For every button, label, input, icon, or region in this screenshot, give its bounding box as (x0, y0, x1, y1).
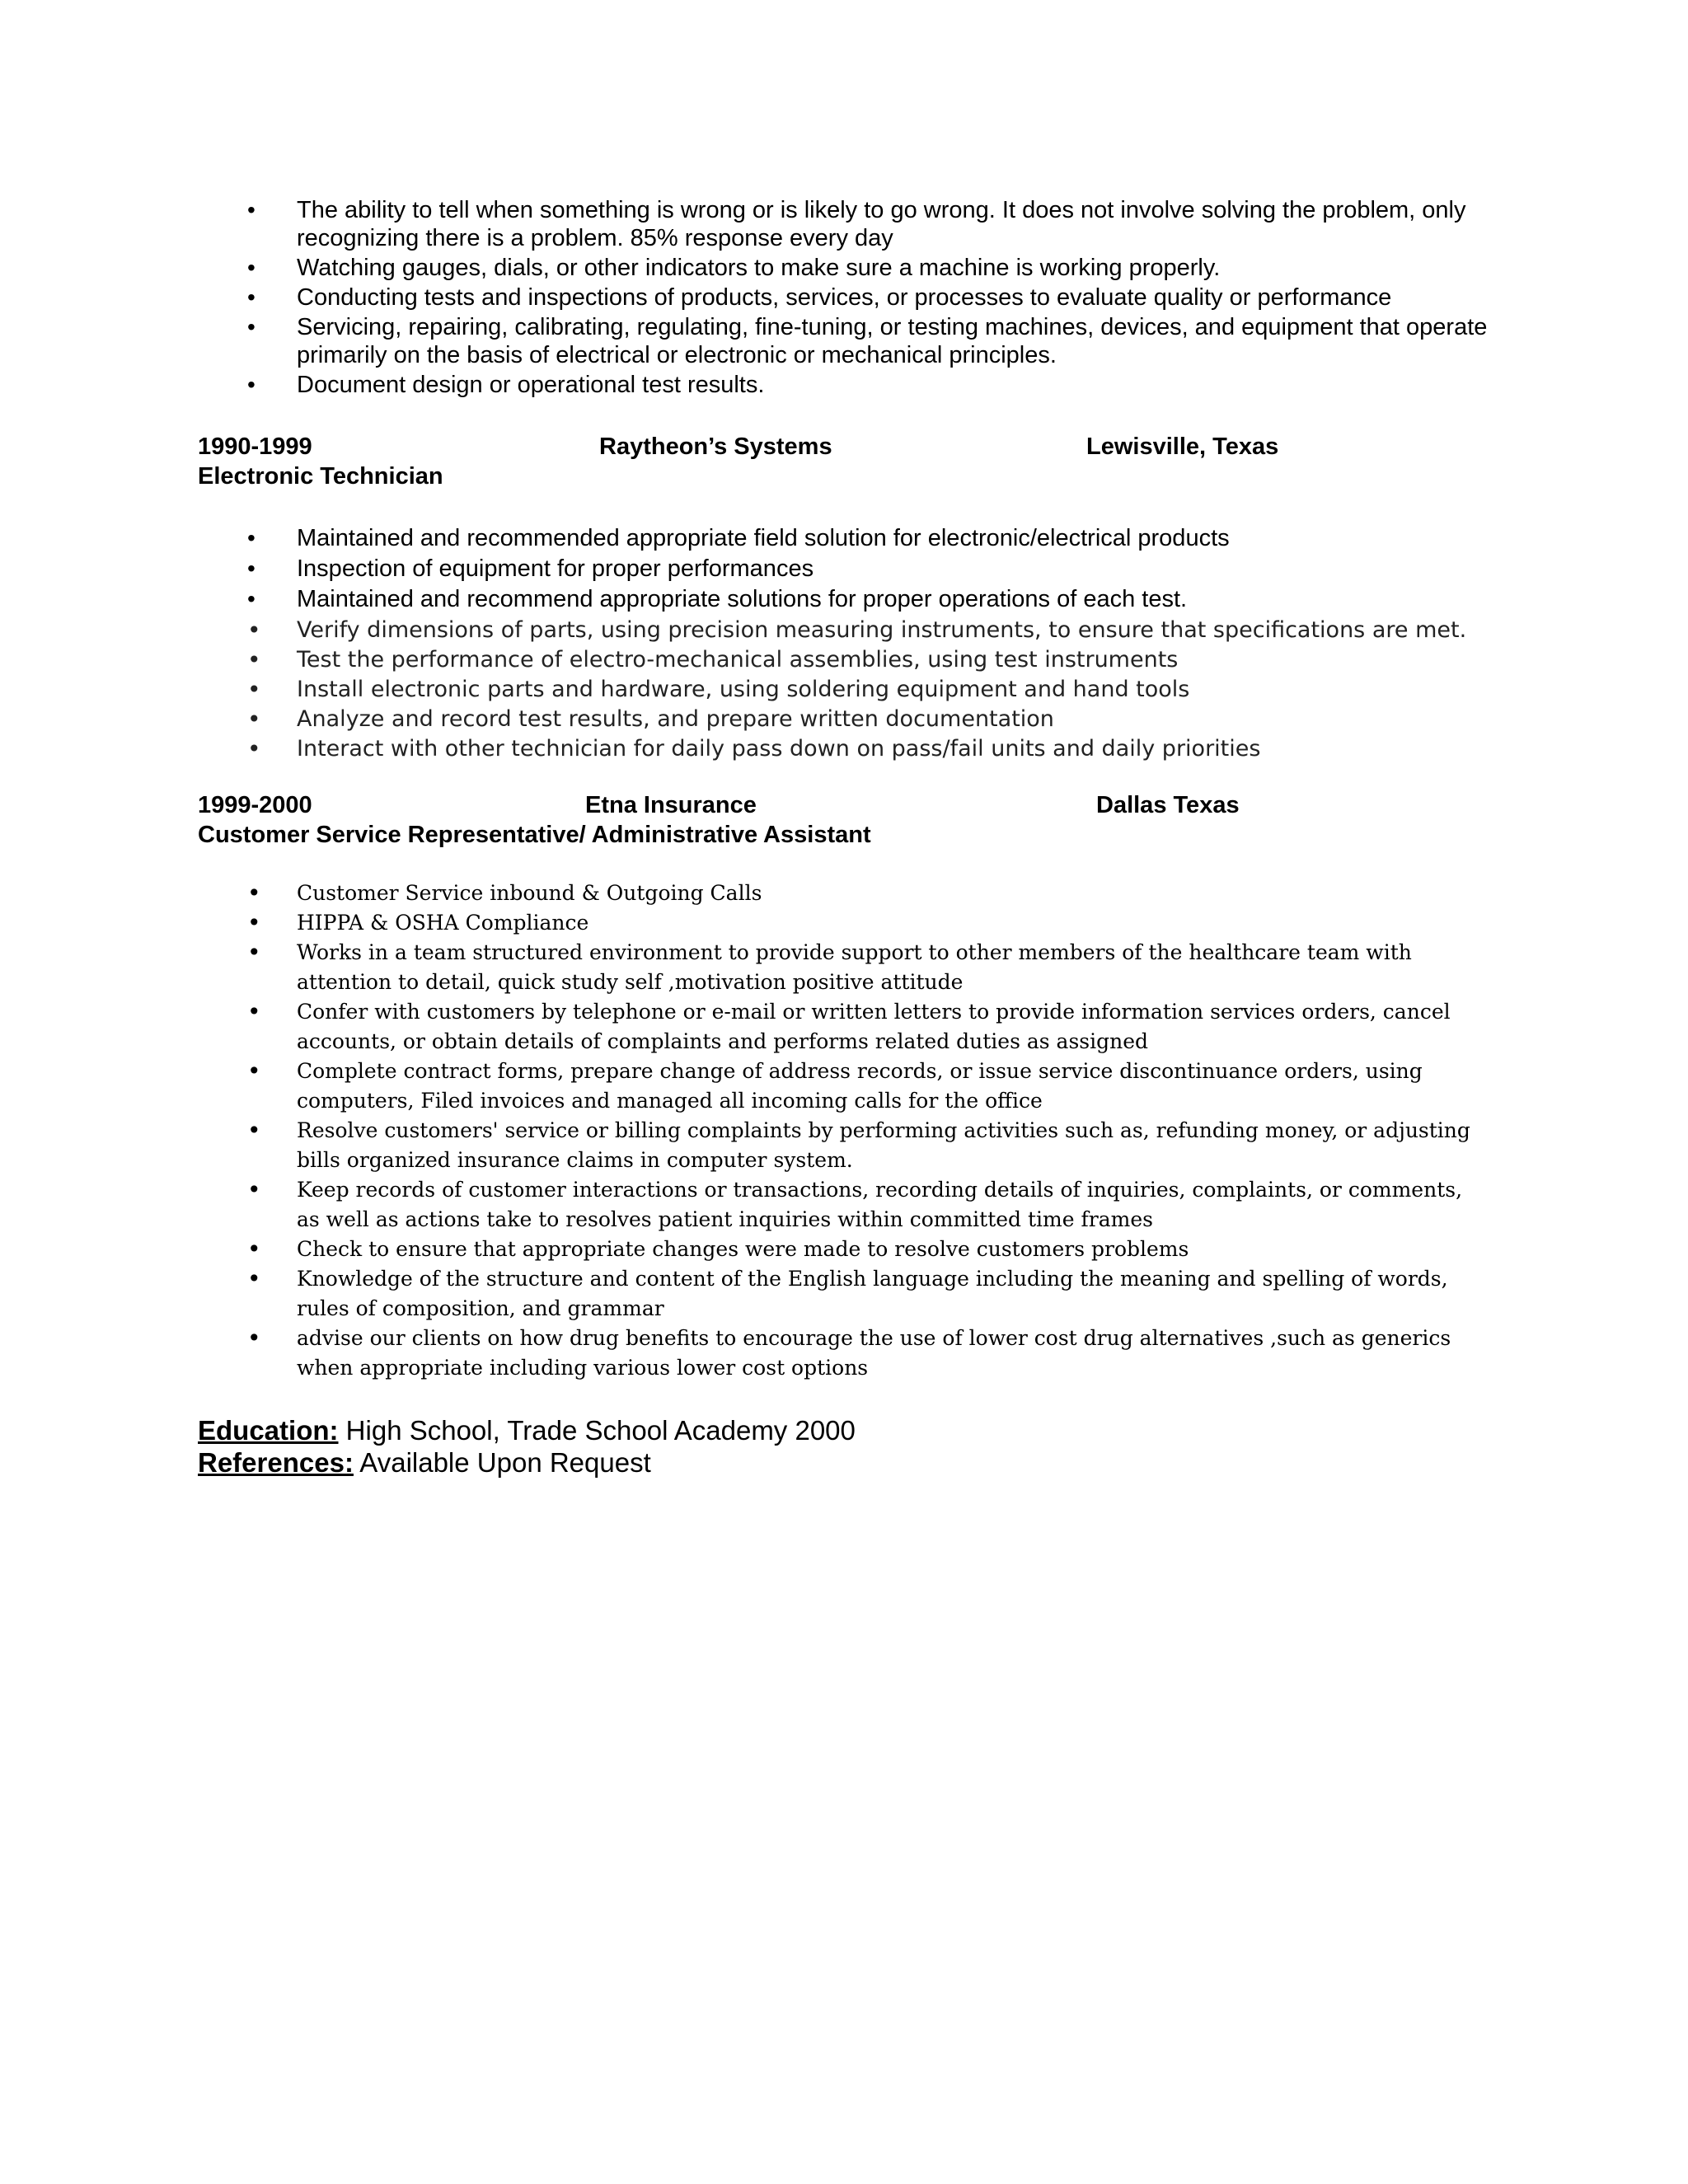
job2-title: Customer Service Representative/ Administrative Assistant (198, 822, 871, 848)
list-item: • Test the performance of electro-mechanical assemblies, using test instruments (247, 646, 1179, 673)
list-item: • Analyze and record test results, and prepare written documentation (247, 705, 1054, 733)
bullet-icon: • (247, 555, 256, 581)
job1-duties-list (0, 524, 1688, 616)
list-item: • Works in a team structured environment to provide support to other members of the healthcare team with attention to detail, quick study self ,motivation positive attitude (247, 939, 1412, 994)
references-line (198, 1447, 651, 1479)
bullet-icon: • (247, 1057, 261, 1085)
list-item: • Keep records of customer interactions or transactions, recording details of inquiries, complaints, or comments, as well as actions take to resolves patient inquiries within committed time frames (247, 1176, 1463, 1231)
list-item: • Resolve customers' service or billing complaints by performing activities such as, refunding money, or adjusting bills organized insurance claims in computer system. (247, 1117, 1470, 1172)
list-item: • Document design or operational test results. (247, 372, 765, 398)
job2-duties-list (0, 879, 1688, 1383)
list-item: • The ability to tell when something is wrong or is likely to go wrong. It does not involve solving the problem, only recognizing there is a problem. 85% response every day (247, 197, 1466, 251)
bullet-icon: • (247, 1235, 261, 1263)
bullet-icon: • (247, 255, 256, 280)
job1-duties-list-cont (0, 616, 1688, 764)
bullet-icon: • (247, 1117, 261, 1144)
list-item: • HIPPA & OSHA Compliance (247, 909, 589, 936)
bullet-icon: • (247, 879, 261, 907)
job2-years: 1999-2000 (198, 792, 312, 818)
bullet-icon: • (247, 525, 256, 551)
list-item: • advise our clients on how drug benefits to encourage the use of lower cost drug alternatives ,such as generics when appropriate including various lower cost options (247, 1324, 1451, 1380)
bullet-icon: • (247, 909, 261, 936)
bullet-icon: • (247, 646, 261, 673)
bullet-icon: • (247, 372, 256, 397)
bullet-icon: • (247, 616, 261, 644)
bullet-icon: • (247, 1176, 261, 1203)
list-item: • Interact with other technician for daily pass down on pass/fail units and daily priorities (247, 735, 1261, 762)
job2-location: Dallas Texas (1096, 792, 1240, 818)
education-label: Education: (198, 1415, 339, 1446)
bullet-icon: • (247, 586, 256, 612)
education-line (198, 1415, 856, 1446)
job1-company: Raytheon’s Systems (599, 434, 832, 460)
bullet-icon: • (247, 705, 261, 733)
skills-list (0, 196, 1688, 401)
list-item: • Inspection of equipment for proper performances (247, 555, 814, 582)
list-item: • Watching gauges, dials, or other indicators to make sure a machine is working properly. (247, 255, 1221, 281)
references-value: Available Upon Request (359, 1447, 651, 1478)
bullet-icon: • (247, 939, 261, 966)
bullet-icon: • (247, 197, 256, 223)
list-item: • Customer Service inbound & Outgoing Calls (247, 879, 762, 907)
education-value: High School, Trade School Academy 2000 (345, 1415, 856, 1446)
list-item: • Confer with customers by telephone or e-mail or written letters to provide information services orders, cancel accounts, or obtain details of complaints and performs related duties as assigned (247, 998, 1451, 1053)
references-label: References: (198, 1447, 354, 1478)
bullet-icon: • (247, 1324, 261, 1352)
job1-location: Lewisville, Texas (1086, 434, 1279, 460)
bullet-icon: • (247, 314, 256, 340)
bullet-icon: • (247, 735, 261, 762)
list-item: • Maintained and recommended appropriate field solution for electronic/electrical products (247, 525, 1230, 551)
bullet-icon: • (247, 676, 261, 703)
list-item: • Check to ensure that appropriate changes were made to resolve customers problems (247, 1235, 1189, 1263)
list-item: • Complete contract forms, prepare change of address records, or issue service discontinuance orders, using computers, Filed invoices and managed all incoming calls for the office (247, 1057, 1423, 1113)
bullet-icon: • (247, 1265, 261, 1292)
job2-company: Etna Insurance (585, 792, 757, 818)
list-item: • Install electronic parts and hardware, using soldering equipment and hand tools (247, 676, 1190, 703)
bullet-icon: • (247, 284, 256, 310)
bullet-icon: • (247, 998, 261, 1025)
list-item: • Maintained and recommend appropriate solutions for proper operations of each test. (247, 586, 1188, 612)
list-item: • Servicing, repairing, calibrating, regulating, fine-tuning, or testing machines, devices, and equipment that operate primarily on the basis of electrical or electronic or mechanical principles. (247, 314, 1488, 368)
list-item: • Verify dimensions of parts, using precision measuring instruments, to ensure that specifications are met. (247, 616, 1467, 644)
job1-title: Electronic Technician (198, 463, 443, 490)
list-item: • Conducting tests and inspections of products, services, or processes to evaluate quality or performance (247, 284, 1392, 311)
list-item: • Knowledge of the structure and content of the English language including the meaning and spelling of words, rules of composition, and grammar (247, 1265, 1448, 1320)
job1-years: 1990-1999 (198, 434, 312, 460)
